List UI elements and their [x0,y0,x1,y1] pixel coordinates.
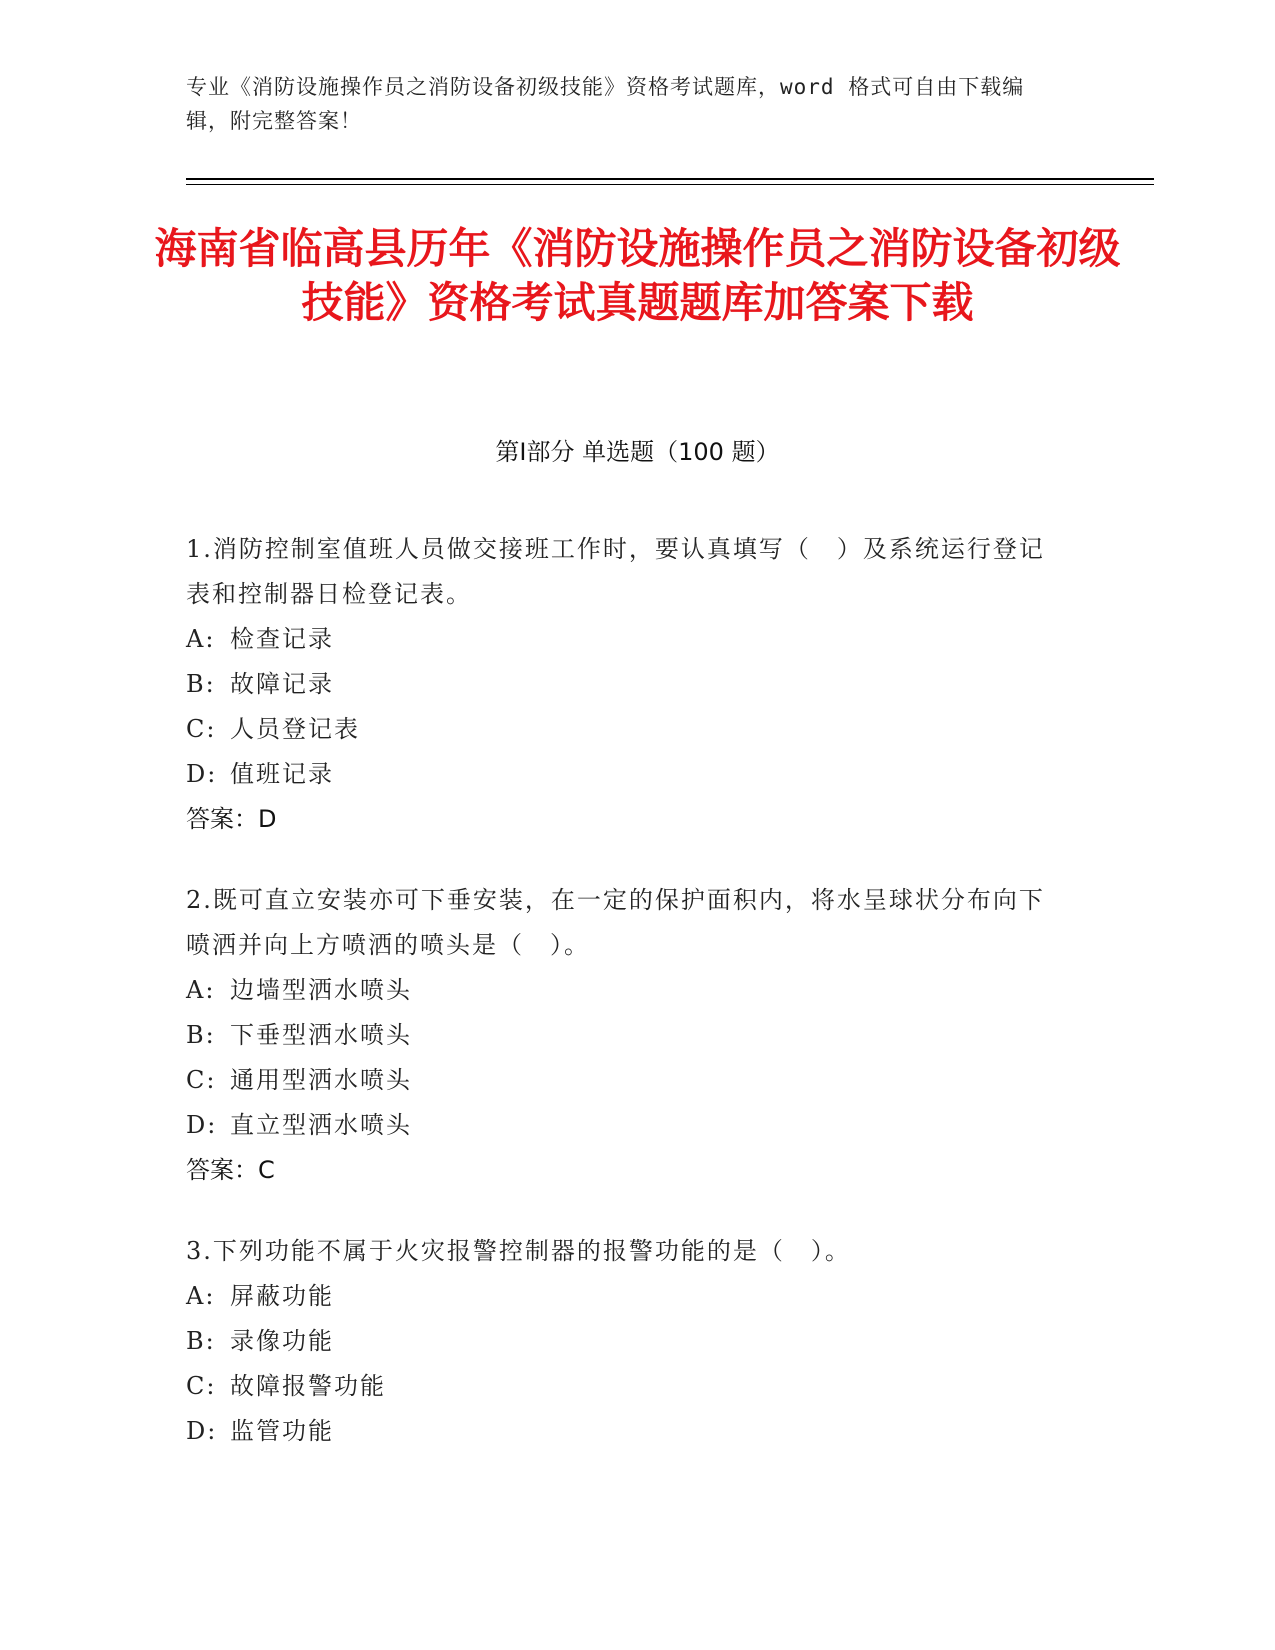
option-a [186,1274,1066,1319]
section-title: 第Ⅰ部分 单选题（100 题） [495,438,780,466]
answer: 答案：C [186,1156,275,1184]
option-text: 通用型洒水喷头 [230,1066,412,1094]
question-1 [186,527,1066,842]
question-stem: 2.既可直立安装亦可下垂安装，在一定的保护面积内，将水呈球状分布向下喷洒并向上方喷洒的喷头是（ ）。 [186,886,1045,959]
answer: 答案：D [186,805,277,833]
option-d [186,1103,1066,1148]
option-text: 屏蔽功能 [230,1282,334,1310]
question-stem: 1.消防控制室值班人员做交接班工作时，要认真填写（ ）及系统运行登记表和控制器日检登记表。 [186,535,1045,608]
option-b [186,1319,1066,1364]
header-note: 专业《消防设施操作员之消防设备初级技能》资格考试题库，word 格式可自由下载编辑，附完整答案！ [186,75,1025,133]
option-b [186,662,1066,707]
option-key: C: [186,715,217,743]
option-key: A: [186,625,216,653]
option-key: B: [186,1327,216,1355]
option-c [186,1364,1066,1409]
option-text: 人员登记表 [230,715,360,743]
question-3 [186,1229,1066,1454]
question-stem: 3.下列功能不属于火灾报警控制器的报警功能的是（ ）。 [186,1237,851,1265]
option-c [186,707,1066,752]
option-c [186,1058,1066,1103]
option-key: B: [186,1021,216,1049]
option-text: 监管功能 [230,1417,334,1445]
option-text: 边墙型洒水喷头 [230,976,412,1004]
document-title: 海南省临高县历年《消防设施操作员之消防设备初级技能》资格考试真题题库加答案下载 [154,224,1121,327]
option-text: 故障记录 [230,670,334,698]
option-d [186,1409,1066,1454]
option-key: B: [186,670,216,698]
option-d [186,752,1066,797]
option-text: 录像功能 [230,1327,334,1355]
option-b [186,1013,1066,1058]
question-list [186,527,1066,1490]
option-a [186,968,1066,1013]
question-2 [186,878,1066,1193]
option-key: D: [186,1111,218,1139]
option-text: 故障报警功能 [230,1372,386,1400]
option-key: C: [186,1372,217,1400]
header-rule-thin [186,184,1154,185]
option-key: A: [186,1282,216,1310]
option-key: C: [186,1066,217,1094]
option-text: 检查记录 [230,625,334,653]
option-key: A: [186,976,216,1004]
option-key: D: [186,760,218,788]
option-text: 下垂型洒水喷头 [230,1021,412,1049]
option-text: 直立型洒水喷头 [230,1111,412,1139]
option-key: D: [186,1417,218,1445]
option-a [186,617,1066,662]
option-text: 值班记录 [230,760,334,788]
header-rule-thick [186,178,1154,180]
